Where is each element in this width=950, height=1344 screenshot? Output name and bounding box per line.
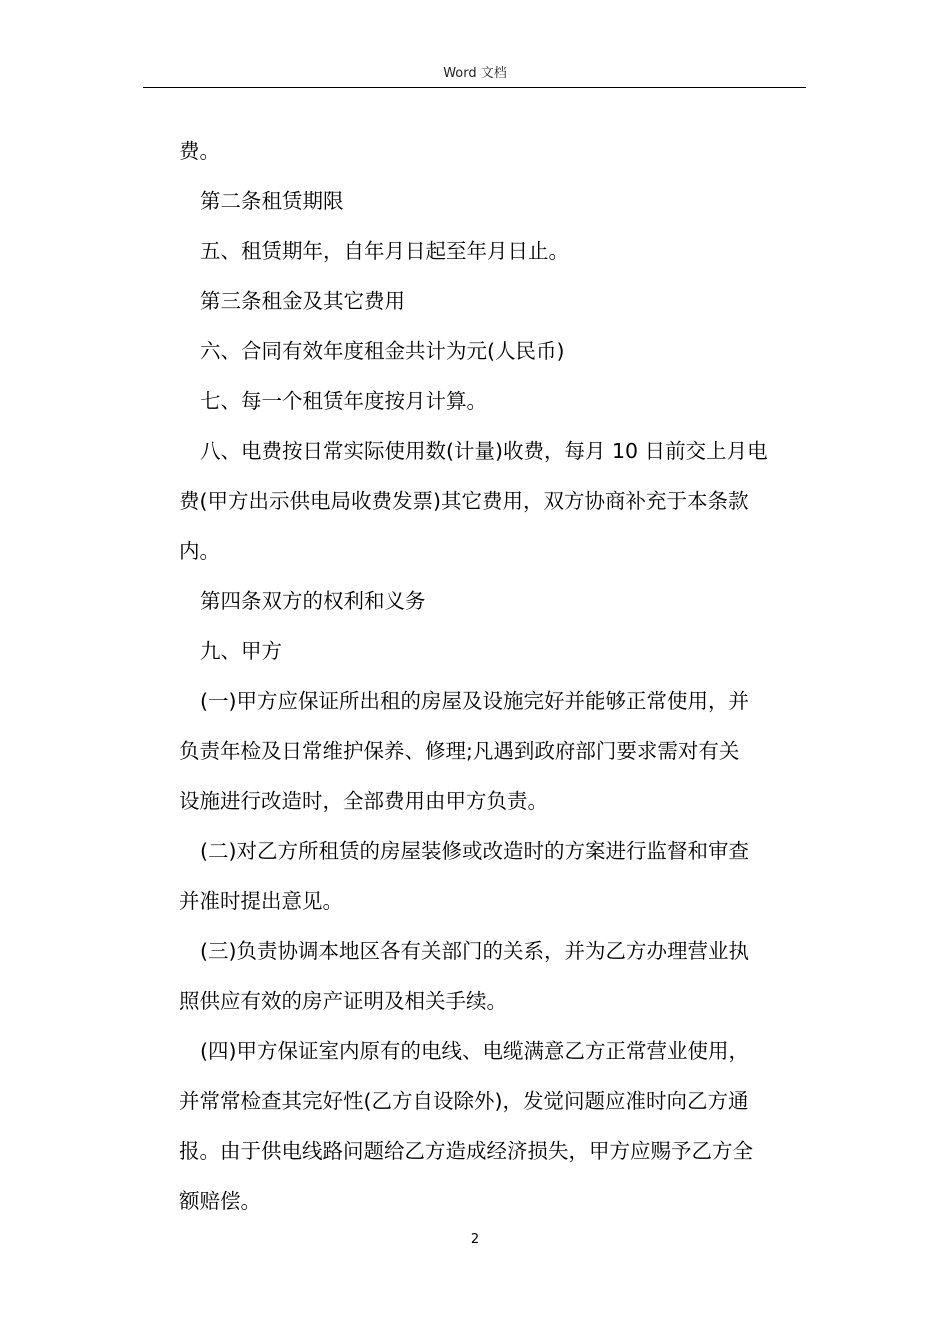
body-line: 并准时提出意见。 <box>179 889 343 913</box>
section-heading: 第三条租金及其它费用 <box>200 289 405 313</box>
body-line: 设施进行改造时，全部费用由甲方负责。 <box>179 789 548 813</box>
body-line: 费(甲方出示供电局收费发票)其它费用，双方协商补充于本条款 <box>179 489 749 513</box>
body-line: (二)对乙方所租赁的房屋装修或改造时的方案进行监督和审查 <box>200 839 749 863</box>
header-rule <box>143 87 806 88</box>
body-line: (三)负责协调本地区各有关部门的关系，并为乙方办理营业执 <box>200 939 749 963</box>
section-heading: 第二条租赁期限 <box>200 189 344 213</box>
body-line: (一)甲方应保证所出租的房屋及设施完好并能够正常使用，并 <box>200 689 749 713</box>
body-line: 七、每一个租赁年度按月计算。 <box>200 389 487 413</box>
body-line: 五、租赁期年，自年月日起至年月日止。 <box>200 239 569 263</box>
body-line: 费。 <box>179 139 220 163</box>
page-number: 2 <box>470 1232 480 1247</box>
body-line: 报。由于供电线路问题给乙方造成经济损失，甲方应赐予乙方全 <box>179 1139 753 1163</box>
section-heading: 第四条双方的权利和义务 <box>200 589 426 613</box>
body-line: 九、甲方 <box>200 639 282 663</box>
body-line: 六、合同有效年度租金共计为元(人民币) <box>200 339 565 363</box>
body-line: (四)甲方保证室内原有的电线、电缆满意乙方正常营业使用， <box>200 1039 749 1063</box>
document-body <box>179 126 806 1226</box>
body-line: 照供应有效的房产证明及相关手续。 <box>179 989 507 1013</box>
body-line: 额赔偿。 <box>179 1189 261 1213</box>
body-line: 并常常检查其完好性(乙方自设除外)，发觉问题应准时向乙方通 <box>179 1089 749 1113</box>
body-line: 负责年检及日常维护保养、修理;凡遇到政府部门要求需对有关 <box>179 739 740 763</box>
body-line: 内。 <box>179 539 220 563</box>
page-header: Word 文档 <box>443 66 507 81</box>
body-line: 八、电费按日常实际使用数(计量)收费，每月 10 日前交上月电 <box>200 439 768 463</box>
